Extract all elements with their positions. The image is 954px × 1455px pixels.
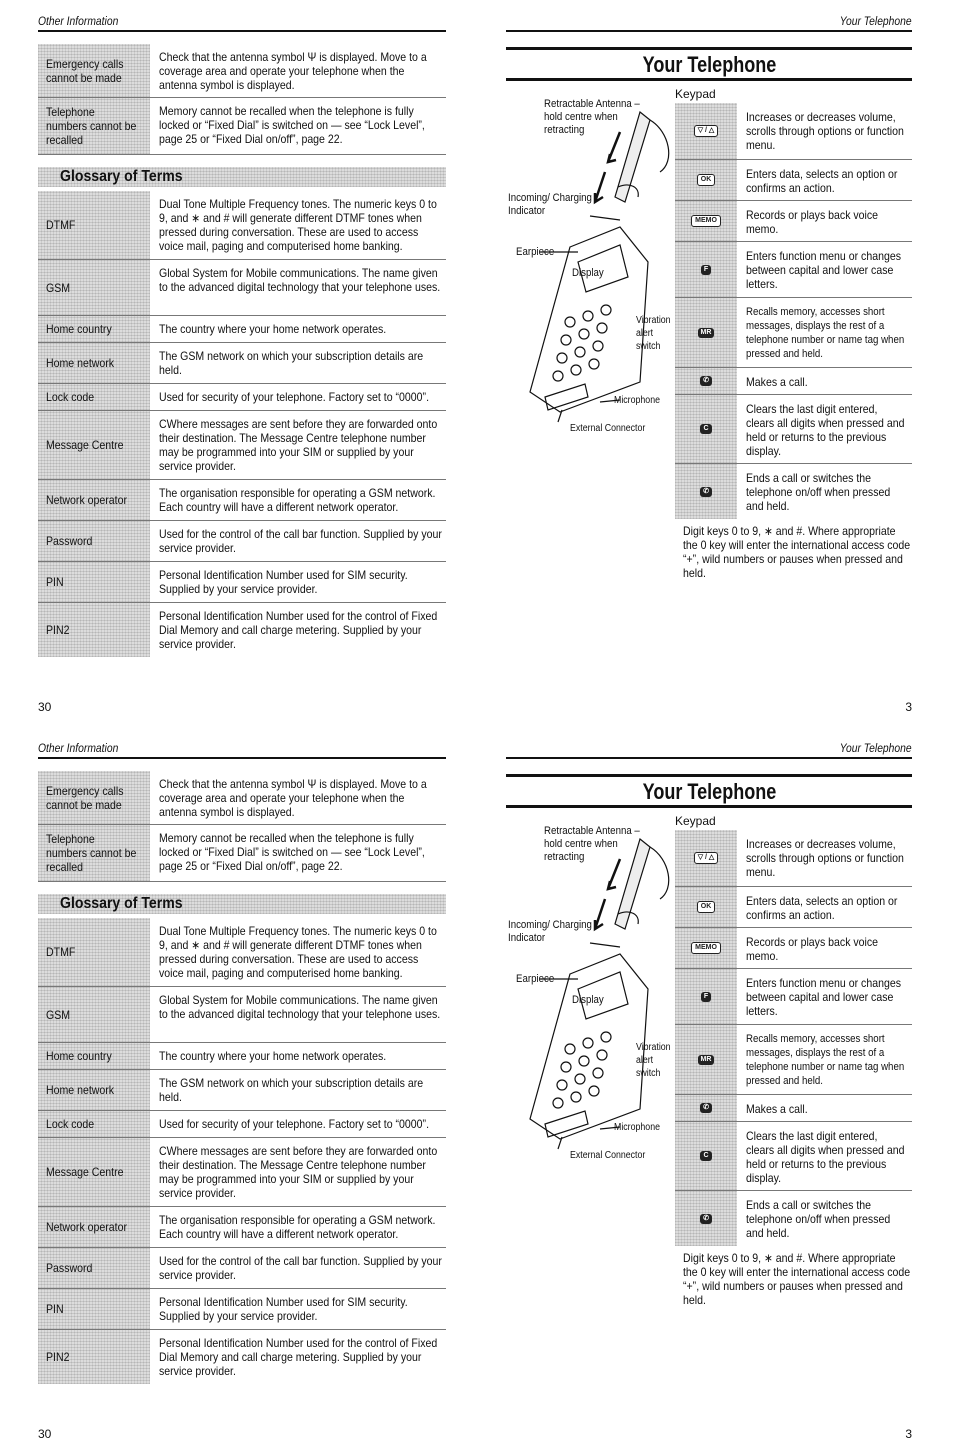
key-cell [675,969,737,1024]
description-cell: Used for the control of the call bar function. Supplied by your service provider. [159,1254,442,1282]
description-cell: Personal Identification Number used for the control of Fixed Dial Memory and call charge metering. Supplied by your service provider. [159,609,438,651]
glossary-heading: Glossary of Terms [38,894,446,914]
table-row [38,562,446,603]
table-row [38,825,446,882]
key-row [675,201,912,242]
term-cell: Network operator [38,480,150,520]
key-row [675,395,912,464]
description-cell: Memory cannot be recalled when the telephone is fully locked or “Fixed Dial” is switched on — see “Lock Level”, page 25 or “Fixed Dial on/off”, page 22. [159,831,425,873]
key-cell [675,298,737,367]
spread-top [0,0,954,727]
incoming-label: Incoming/ Charging Indicator [508,192,592,217]
term-cell: GSM [38,987,150,1042]
term-cell: Lock code [38,384,150,410]
troubleshooting-table [38,771,446,882]
term-cell: Emergency calls cannot be made [38,771,150,824]
display-label: Display [572,267,604,279]
keypad-table [675,103,912,519]
description-cell: Personal Identification Number used for the control of Fixed Dial Memory and call charge metering. Supplied by your service provider. [159,1336,438,1378]
term-cell: GSM [38,260,150,315]
key-row [675,928,912,969]
description-cell: The GSM network on which your subscription details are held. [159,1076,424,1104]
key-description: Ends a call or switches the telephone on/off when pressed and held. [746,471,891,513]
header-rule [506,30,912,32]
connector-label: External Connector [570,1150,646,1161]
key-row [675,1122,912,1191]
term-cell: Emergency calls cannot be made [38,44,150,97]
left-page [38,0,446,727]
antenna-label: Retractable Antenna – hold centre when retracting [544,825,640,863]
key-description: Enters function menu or changes between capital and lower case letters. [746,249,901,291]
memory-recall-key-icon: MR [698,328,715,338]
description-cell: The country where your home network operates. [159,322,387,336]
term-cell: DTMF [38,918,150,986]
ok-key-icon: OK [697,901,716,913]
page-title: Your Telephone [642,779,776,804]
digit-keys-note: Digit keys 0 to 9, ∗ and #. Where appropriate the 0 key will enter the international access code “+”, wild numbers or pauses when pressed and held. [683,1251,911,1307]
table-row [38,1207,446,1248]
key-row [675,298,912,368]
key-description: Makes a call. [746,375,808,389]
key-description: Recalls memory, accesses short messages, displays the rest of a telephone number or name tag when pressed and held. [746,306,905,360]
description-cell: Global System for Mobile communications. The name given to the advanced digital technology that your telephone uses. [159,993,441,1021]
keypad-table [675,830,912,1246]
send-key-icon: ✆ [700,1103,712,1113]
key-cell [675,1095,737,1121]
antenna-label: Retractable Antenna – hold centre when retracting [544,98,640,136]
term-cell: Lock code [38,1111,150,1137]
right-page [506,0,912,727]
term-cell: Telephone numbers cannot be recalled [38,825,150,881]
function-key-icon: F [701,992,711,1002]
table-row [38,1111,446,1138]
term-cell: PIN2 [38,1330,150,1384]
table-row [38,44,446,98]
description-cell: Personal Identification Number used for SIM security. Supplied by your service provider. [159,1295,408,1323]
table-row [38,1248,446,1289]
term-cell: Home country [38,316,150,342]
table-row [38,384,446,411]
table-row [38,1138,446,1207]
page-number: 3 [905,1427,912,1441]
phone-illustration [500,92,676,437]
term-cell: Password [38,521,150,561]
description-cell: Used for the control of the call bar function. Supplied by your service provider. [159,527,442,555]
key-description: Records or plays back voice memo. [746,935,879,963]
table-row [38,1289,446,1330]
key-cell [675,160,737,200]
memo-key-icon: MEMO [691,215,721,227]
title-rule-bottom [506,78,912,81]
table-row [38,918,446,987]
header-rule [506,757,912,759]
key-cell [675,1122,737,1190]
clear-key-icon: C [700,1151,711,1161]
table-row [38,191,446,260]
key-row [675,160,912,201]
description-cell: CWhere messages are sent before they are forwarded onto their destination. The Message Centre telephone number may be programmed into your SIM or supplied by your service provider. [159,1144,438,1200]
table-row [38,1330,446,1384]
description-cell: Dual Tone Multiple Frequency tones. The numeric keys 0 to 9, and ∗ and # will generate different DTMF tones when pressed during conversation. These are used to access voice mail, paging and computerised home banking. [159,197,437,253]
glossary-heading: Glossary of Terms [38,167,446,187]
key-row [675,1191,912,1246]
key-row [675,103,912,160]
header-rule [38,757,446,759]
title-rule-top [506,47,912,50]
term-cell: DTMF [38,191,150,259]
volume-keys-icon: ▽ / △ [694,852,719,864]
end-key-icon: ✆ [700,487,712,497]
description-cell: The organisation responsible for operating a GSM network. Each country will have a different network operator. [159,486,436,514]
key-cell [675,103,737,159]
connector-label: External Connector [570,423,646,434]
key-row [675,464,912,519]
key-description: Enters function menu or changes between capital and lower case letters. [746,976,901,1018]
key-description: Makes a call. [746,1102,808,1116]
ok-key-icon: OK [697,174,716,186]
digit-keys-note: Digit keys 0 to 9, ∗ and #. Where appropriate the 0 key will enter the international access code “+”, wild numbers or pauses when pressed and held. [683,524,911,580]
key-cell [675,928,737,968]
description-cell: Check that the antenna symbol Ψ is displayed. Move to a coverage area and operate your telephone when the antenna symbol is displayed. [159,50,427,92]
troubleshooting-table [38,44,446,155]
function-key-icon: F [701,265,711,275]
key-row [675,1025,912,1095]
term-cell: Home network [38,1070,150,1110]
description-cell: The organisation responsible for operating a GSM network. Each country will have a different network operator. [159,1213,436,1241]
key-cell [675,464,737,519]
display-label: Display [572,994,604,1006]
table-row [38,1070,446,1111]
phone-figure [500,92,676,437]
page-title: Your Telephone [642,52,776,77]
table-row [38,603,446,657]
table-row [38,343,446,384]
earpiece-label: Earpiece [516,973,555,985]
term-cell: Home network [38,343,150,383]
glossary-table [38,191,446,657]
key-description: Clears the last digit entered, clears all digits when pressed and held or returns to the previous display. [746,402,905,458]
term-cell: Message Centre [38,1138,150,1206]
table-row [38,260,446,316]
running-header: Other Information [38,741,119,755]
key-description: Clears the last digit entered, clears all digits when pressed and held or returns to the previous display. [746,1129,905,1185]
spread-bottom [0,727,954,1454]
term-cell: Message Centre [38,411,150,479]
term-cell: Telephone numbers cannot be recalled [38,98,150,154]
microphone-label: Microphone [614,1122,660,1133]
volume-keys-icon: ▽ / △ [694,125,719,137]
key-row [675,887,912,928]
incoming-label: Incoming/ Charging Indicator [508,919,592,944]
send-key-icon: ✆ [700,376,712,386]
key-description: Enters data, selects an option or confirms an action. [746,894,898,922]
vibration-label: Vibration alert switch [636,1042,671,1079]
key-cell [675,201,737,241]
table-row [38,1043,446,1070]
memory-recall-key-icon: MR [698,1055,715,1065]
title-rule-top [506,774,912,777]
description-cell: Used for security of your telephone. Factory set to “0000”. [159,390,430,404]
keypad-label: Keypad [675,814,716,828]
memo-key-icon: MEMO [691,942,721,954]
key-cell [675,368,737,394]
glossary-table [38,918,446,1384]
running-header: Your Telephone [840,14,912,28]
table-row [38,987,446,1043]
description-cell: Used for security of your telephone. Factory set to “0000”. [159,1117,430,1131]
phone-illustration [500,819,676,1164]
key-row [675,969,912,1025]
key-description: Recalls memory, accesses short messages, displays the rest of a telephone number or name tag when pressed and held. [746,1033,905,1087]
description-cell: The country where your home network operates. [159,1049,387,1063]
description-cell: The GSM network on which your subscription details are held. [159,349,424,377]
description-cell: CWhere messages are sent before they are forwarded onto their destination. The Message Centre telephone number may be programmed into your SIM or supplied by your service provider. [159,417,438,473]
header-rule [38,30,446,32]
key-cell [675,830,737,886]
clear-key-icon: C [700,424,711,434]
description-cell: Global System for Mobile communications. The name given to the advanced digital technology that your telephone uses. [159,266,441,294]
table-row [38,316,446,343]
keypad-label: Keypad [675,87,716,101]
key-row [675,830,912,887]
table-row [38,411,446,480]
description-cell: Personal Identification Number used for SIM security. Supplied by your service provider. [159,568,408,596]
right-page [506,727,912,1454]
earpiece-label: Earpiece [516,246,555,258]
phone-figure [500,819,676,1164]
left-page [38,727,446,1454]
key-description: Ends a call or switches the telephone on/off when pressed and held. [746,1198,891,1240]
table-row [38,480,446,521]
end-key-icon: ✆ [700,1214,712,1224]
description-cell: Dual Tone Multiple Frequency tones. The numeric keys 0 to 9, and ∗ and # will generate different DTMF tones when pressed during conversation. These are used to access voice mail, paging and computerised home banking. [159,924,437,980]
term-cell: PIN2 [38,603,150,657]
key-description: Increases or decreases volume, scrolls through options or function menu. [746,837,904,879]
key-cell [675,242,737,297]
description-cell: Check that the antenna symbol Ψ is displayed. Move to a coverage area and operate your telephone when the antenna symbol is displayed. [159,777,427,819]
key-row [675,242,912,298]
title-rule-bottom [506,805,912,808]
vibration-label: Vibration alert switch [636,315,671,352]
key-row [675,1095,912,1122]
term-cell: PIN [38,1289,150,1329]
term-cell: PIN [38,562,150,602]
microphone-label: Microphone [614,395,660,406]
running-header: Other Information [38,14,119,28]
key-row [675,368,912,395]
table-row [38,98,446,155]
key-description: Increases or decreases volume, scrolls through options or function menu. [746,110,904,152]
table-row [38,521,446,562]
term-cell: Password [38,1248,150,1288]
table-row [38,771,446,825]
key-cell [675,1025,737,1094]
running-header: Your Telephone [840,741,912,755]
key-cell [675,1191,737,1246]
page-number: 30 [38,1427,52,1441]
page-number: 30 [38,700,52,714]
key-cell [675,887,737,927]
key-description: Records or plays back voice memo. [746,208,879,236]
key-cell [675,395,737,463]
term-cell: Home country [38,1043,150,1069]
page-number: 3 [905,700,912,714]
key-description: Enters data, selects an option or confirms an action. [746,167,898,195]
term-cell: Network operator [38,1207,150,1247]
description-cell: Memory cannot be recalled when the telephone is fully locked or “Fixed Dial” is switched on — see “Lock Level”, page 25 or “Fixed Dial on/off”, page 22. [159,104,425,146]
